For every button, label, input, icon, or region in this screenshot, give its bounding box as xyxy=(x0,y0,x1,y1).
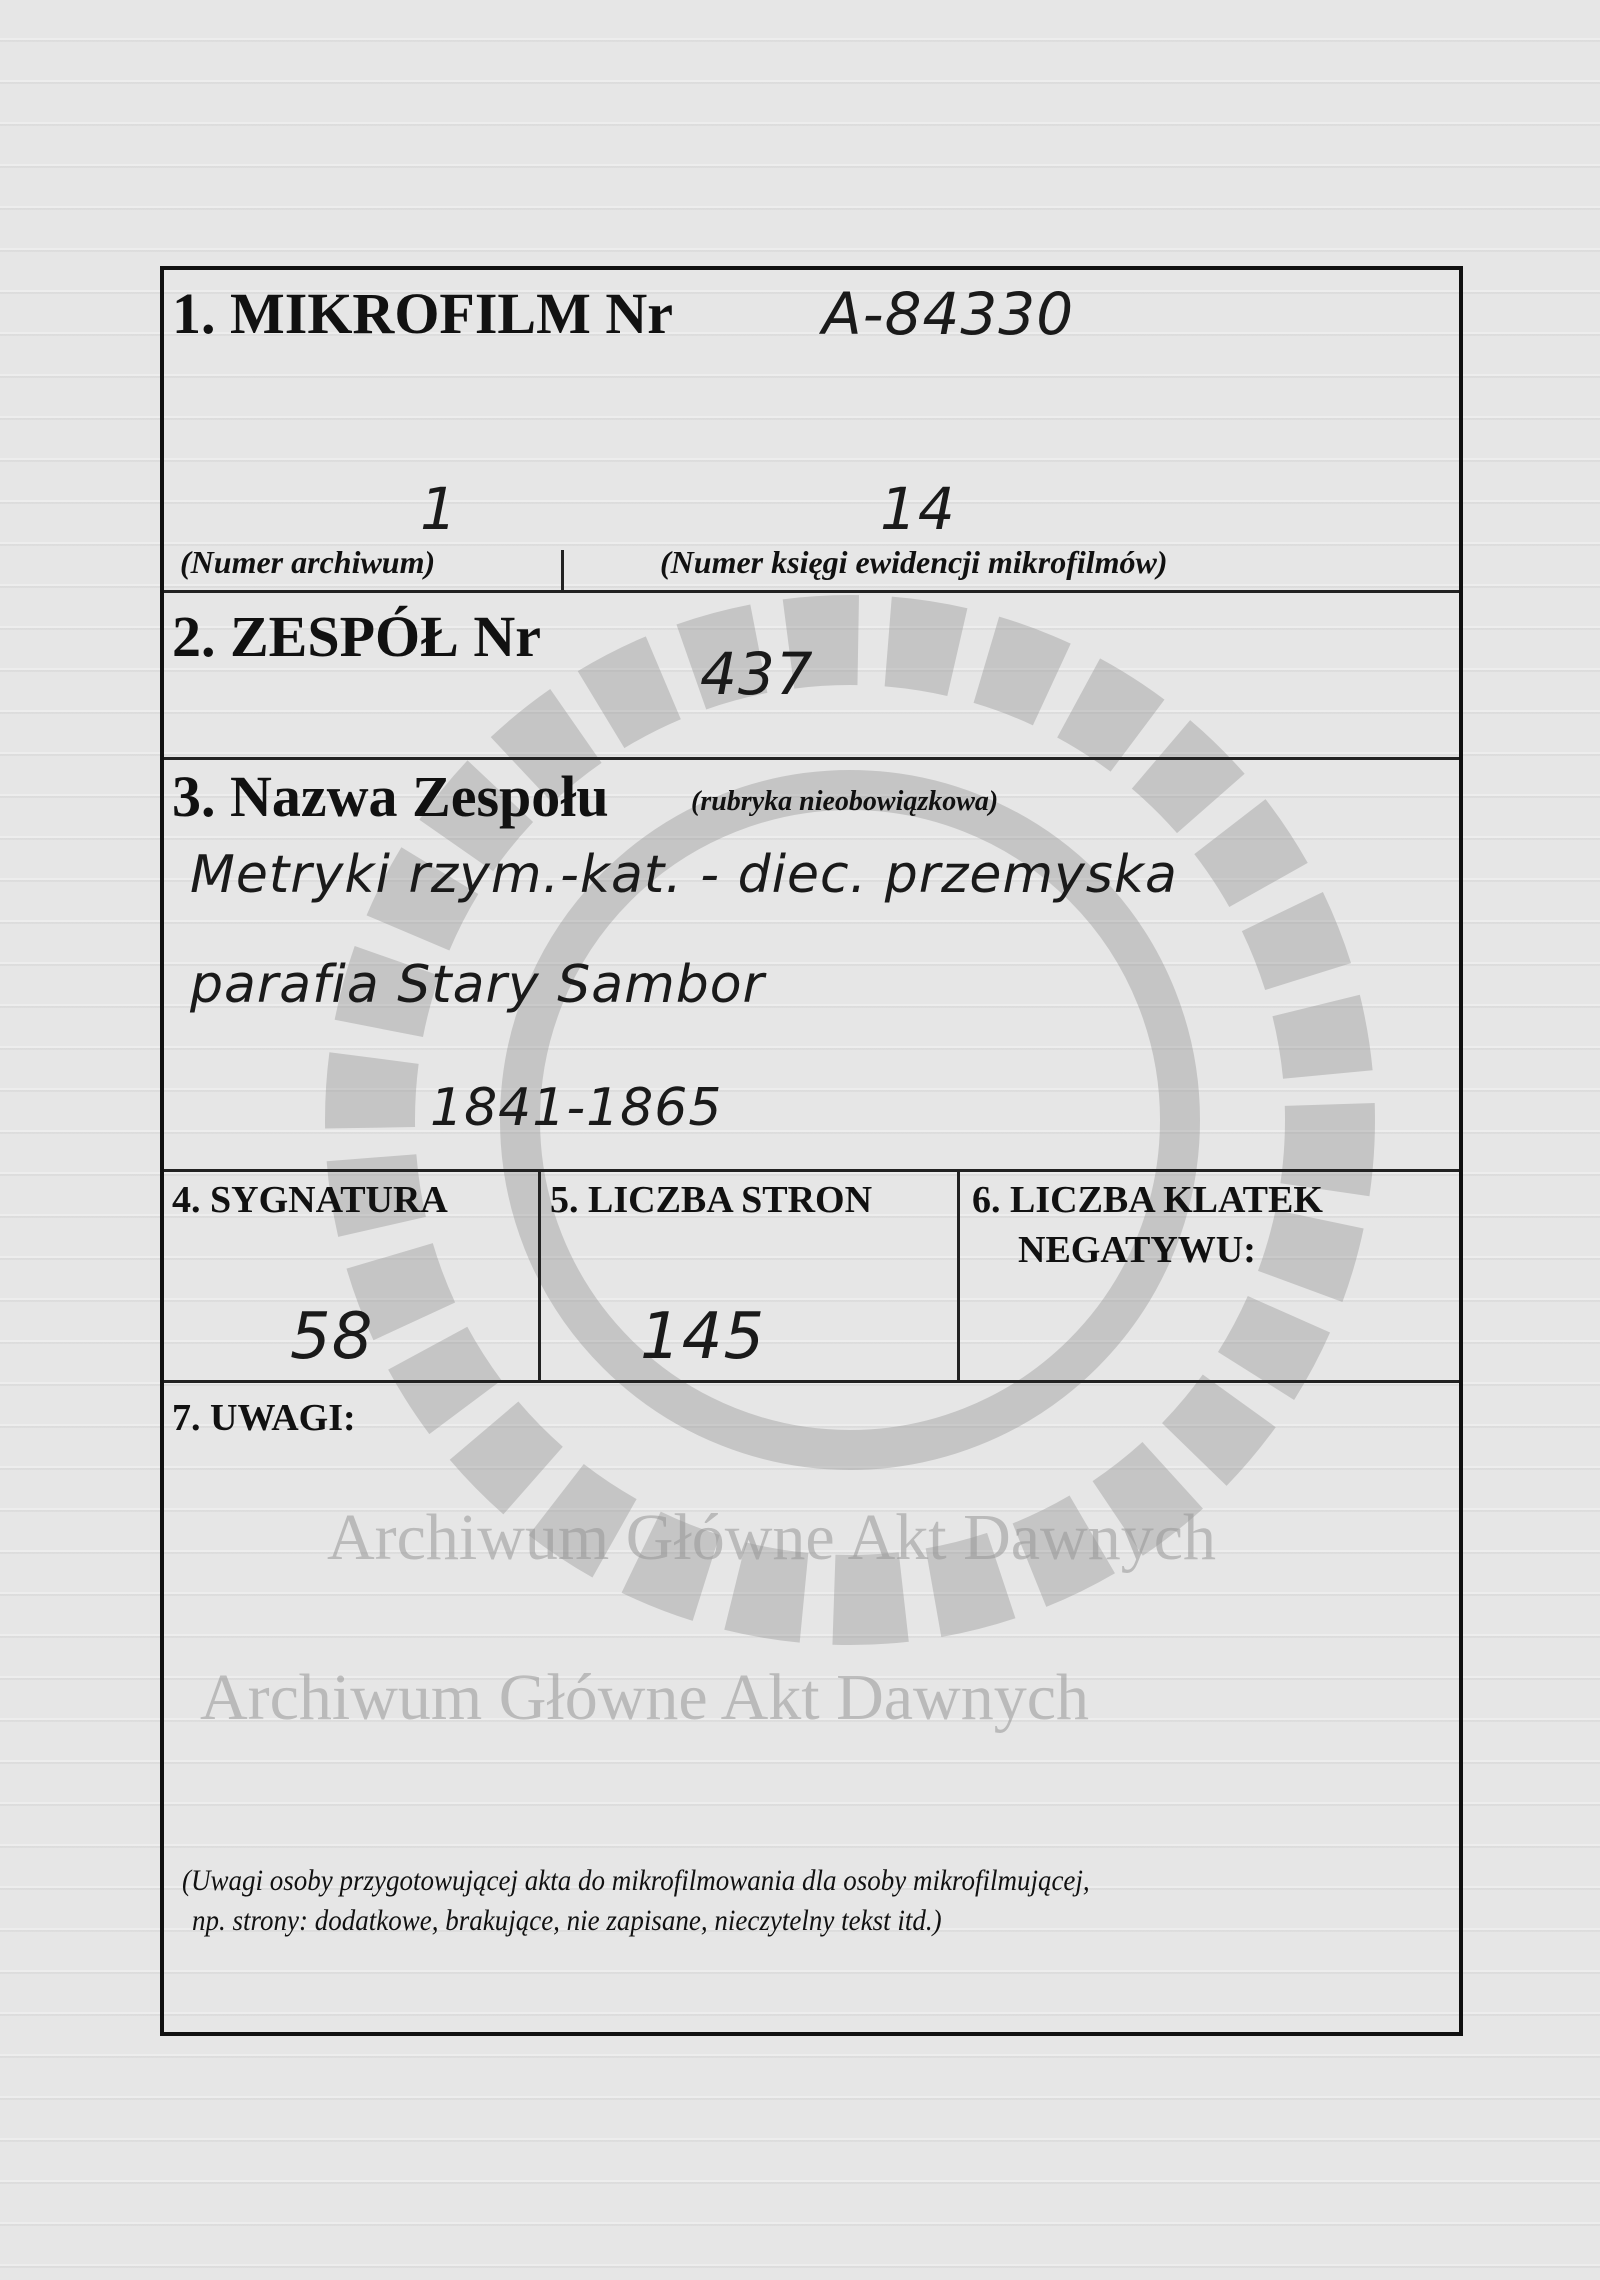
divider xyxy=(164,757,1459,760)
fonds-name-line: Metryki rzym.-kat. - diec. przemyska xyxy=(190,845,1178,905)
divider xyxy=(957,1169,960,1380)
microfilm-number-value: A-84330 xyxy=(822,280,1075,348)
fonds-years: 1841-1865 xyxy=(430,1078,723,1138)
divider xyxy=(538,1169,541,1380)
register-number-label: (Numer księgi ewidencji mikrofilmów) xyxy=(660,544,1168,580)
fonds-number-value: 437 xyxy=(700,640,814,708)
divider xyxy=(164,1169,1459,1172)
remarks-note: (Uwagi osoby przygotowującej akta do mikrofilmowania dla osoby mikrofilmującej, xyxy=(182,1864,1090,1897)
divider xyxy=(561,550,564,590)
archive-number-label: (Numer archiwum) xyxy=(180,544,436,580)
signature-label: 4. SYGNATURA xyxy=(172,1179,448,1221)
page-count-value: 145 xyxy=(640,1300,766,1374)
watermark: Archiwum Główne Akt Dawnych xyxy=(200,1661,1090,1734)
divider xyxy=(164,1380,1459,1383)
frame-count-label: 6. LICZBA KLATEK xyxy=(972,1179,1323,1221)
page-count-label: 5. LICZBA STRON xyxy=(550,1179,873,1221)
divider xyxy=(164,590,1459,593)
register-number-value: 14 xyxy=(880,475,956,543)
fonds-number-label: 2. ZESPÓŁ Nr xyxy=(172,604,541,669)
remarks-label: 7. UWAGI: xyxy=(172,1397,356,1439)
watermark: Archiwum Główne Akt Dawnych xyxy=(327,1501,1217,1574)
frame-count-label-2: NEGATYWU: xyxy=(1018,1229,1256,1271)
fonds-name-line: parafia Stary Sambor xyxy=(190,955,765,1015)
fonds-name-label: 3. Nazwa Zespołu xyxy=(172,764,609,829)
remarks-note: np. strony: dodatkowe, brakujące, nie zapisane, nieczytelny tekst itd.) xyxy=(192,1904,942,1937)
archive-number-value: 1 xyxy=(420,475,458,543)
signature-value: 58 xyxy=(290,1300,374,1374)
microfilm-number-label: 1. MIKROFILM Nr xyxy=(172,281,673,346)
fonds-name-hint: (rubryka nieobowiązkowa) xyxy=(691,786,999,817)
form-frame xyxy=(160,266,1463,2036)
